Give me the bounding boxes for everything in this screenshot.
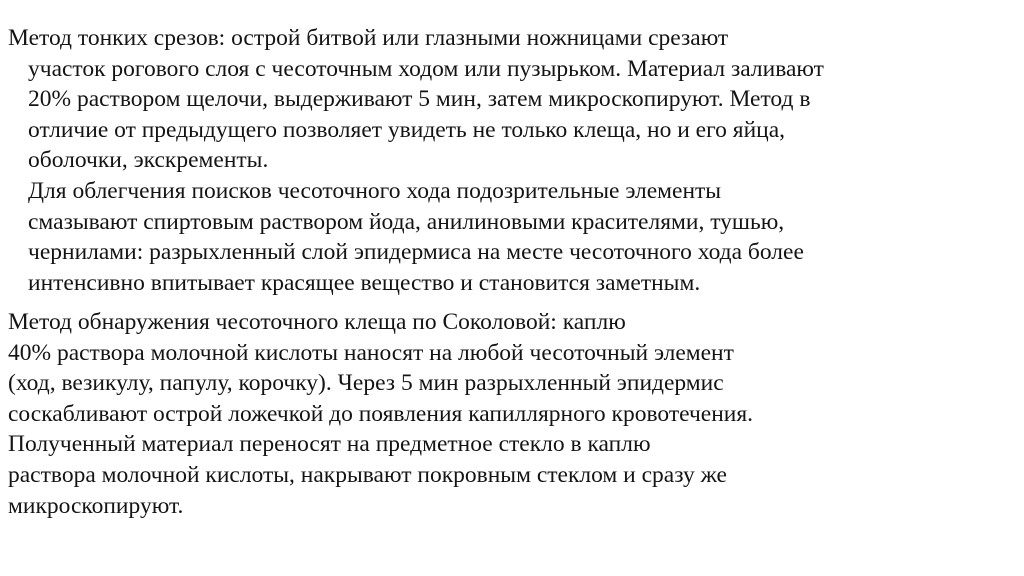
text-line: участок рогового слоя с чесоточным ходом или пузырьком. Материал заливают: [28, 55, 824, 82]
text-line: раствора молочной кислоты, накрывают покровным стеклом и сразу же: [8, 461, 727, 488]
text-line: чернилами: разрыхленный слой эпидермиса на месте чесоточного хода более: [28, 239, 804, 266]
text-line: оболочки, экскременты.: [28, 147, 269, 174]
text-line: 40% раствора молочной кислоты наносят на любой чесоточный элемент: [8, 339, 734, 366]
text-line: (ход, везикулу, папулу, корочку). Через 5 мин разрыхленный эпидермис: [8, 370, 724, 397]
text-line: Полученный материал переносят на предметное стекло в каплю: [8, 431, 651, 458]
paragraph-thin-section-method: [8, 23, 1016, 298]
text-line: Для облегчения поисков чесоточного хода подозрительные элементы: [28, 177, 722, 204]
text-line: 20% раствором щелочи, выдерживают 5 мин, затем микроскопируют. Метод в: [28, 86, 811, 113]
text-line: соскабливают острой ложечкой до появления капиллярного кровотечения.: [8, 400, 754, 427]
text-line: Метод обнаружения чесоточного клеща по Соколовой: каплю: [8, 309, 626, 335]
text-line: Метод тонких срезов: острой битвой или глазными ножницами срезают: [8, 25, 729, 51]
paragraph-sokolova-method: [8, 307, 1016, 521]
text-line: интенсивно впитывает красящее вещество и становится заметным.: [28, 269, 701, 296]
text-line: отличие от предыдущего позволяет увидеть не только клеща, но и его яйца,: [28, 116, 786, 143]
text-line: смазывают спиртовым раствором йода, анилиновыми красителями, тушью,: [28, 208, 785, 235]
text-line: микроскопируют.: [8, 492, 184, 519]
